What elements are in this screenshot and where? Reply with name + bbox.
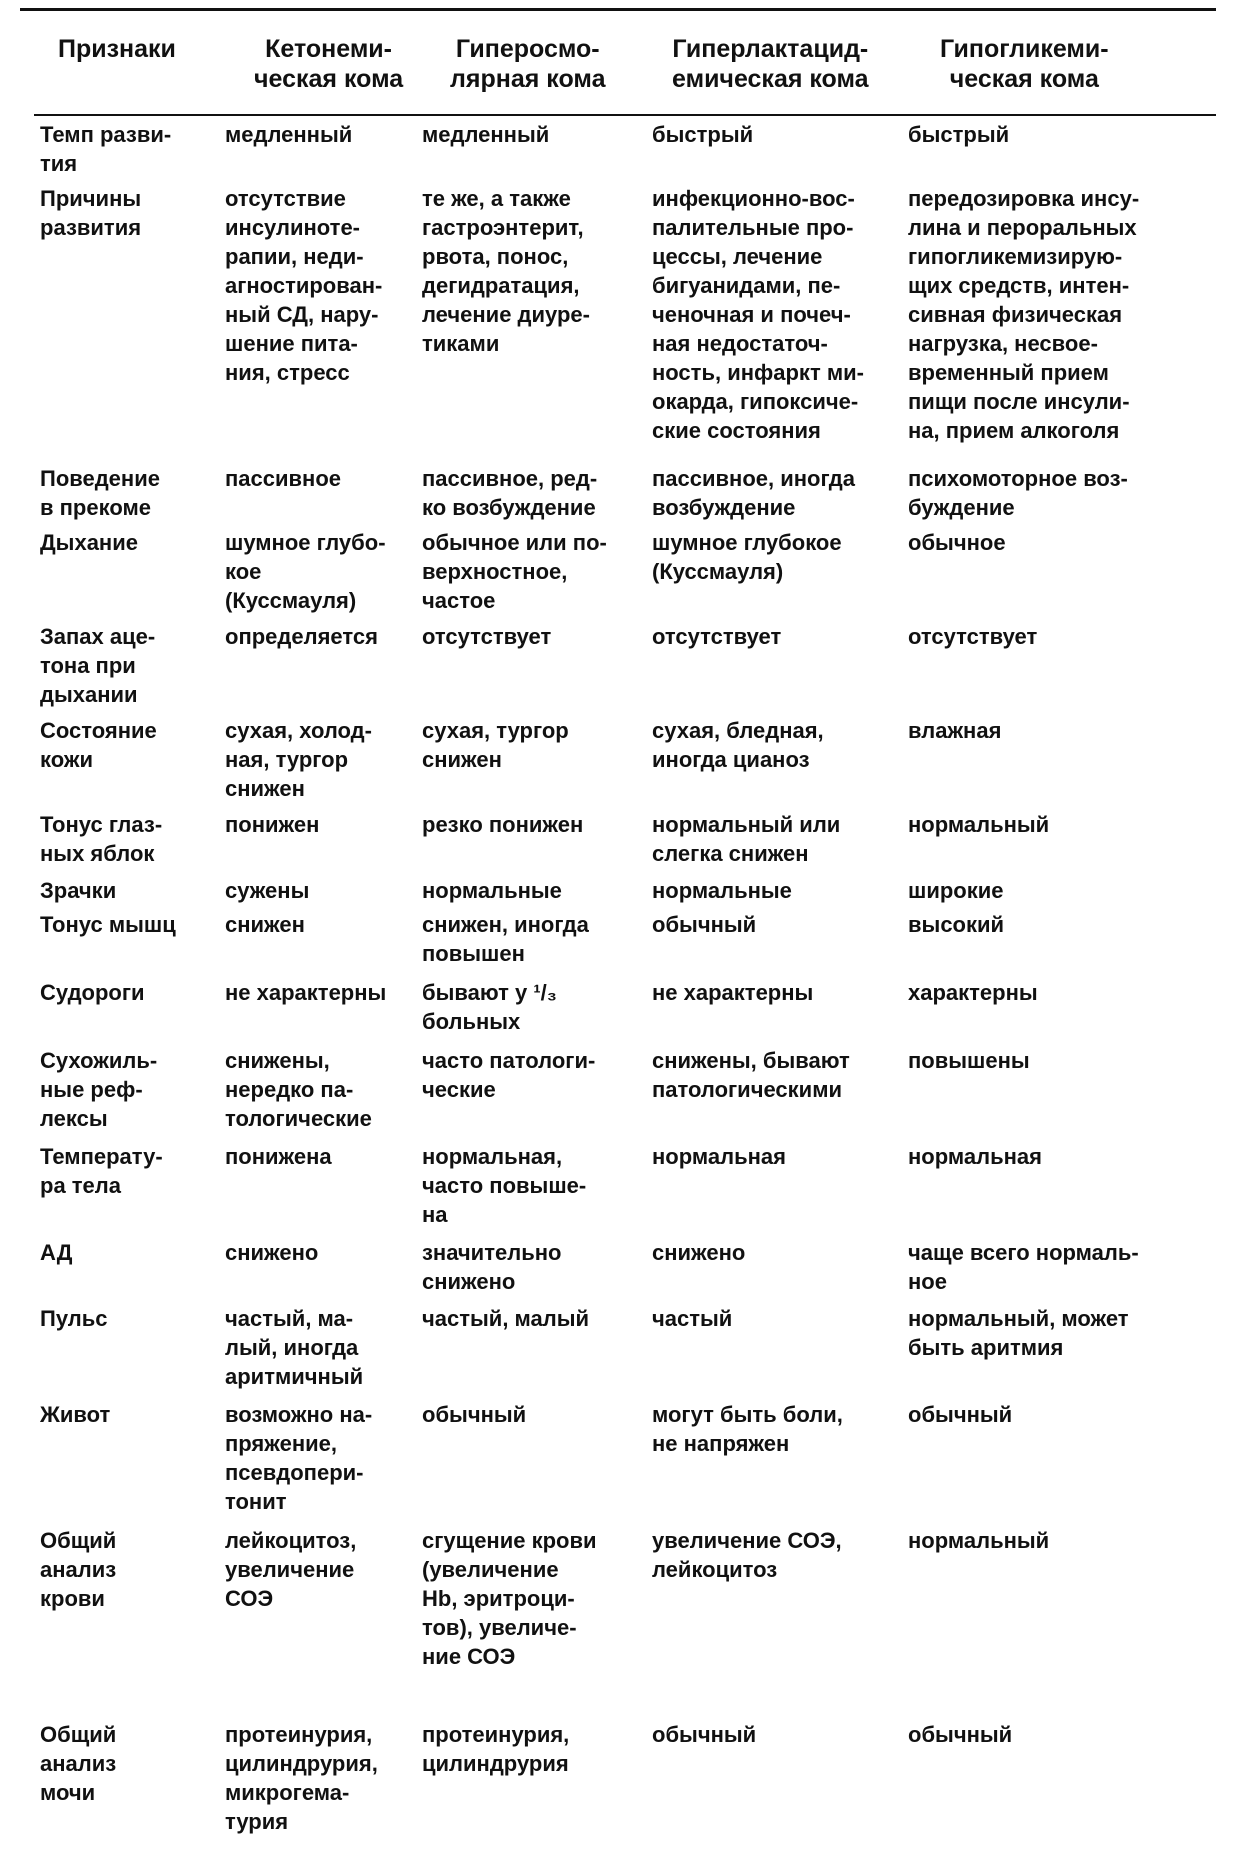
cell-ketonemic: лейкоцитоз, увеличение СОЭ (225, 1528, 357, 1611)
cell-hypoglycemic: обычный (908, 1402, 1013, 1427)
cell-hyperosmolar: нормальные (422, 878, 562, 903)
row-label: Тонус мышц (40, 912, 176, 937)
cell-ketonemic: снижен (225, 912, 305, 937)
cell-ketonemic: отсутствие инсулиноте- рапии, неди- агностирован- ный СД, нару- шение пита- ния, стресс (225, 186, 383, 385)
row-label: Запах аце- тона при дыхании (40, 624, 156, 707)
row-label: Температу- ра тела (40, 1144, 163, 1198)
cell-hyperosmolar: обычный (422, 1402, 527, 1427)
cell-hyperlactacidemic: увеличение СОЭ, лейкоцитоз (652, 1528, 842, 1582)
table-header-row (20, 20, 1216, 114)
row-label: Судороги (40, 980, 145, 1005)
cell-ketonemic: определяется (225, 624, 378, 649)
cell-hypoglycemic: обычное (908, 530, 1006, 555)
cell-hyperlactacidemic: нормальная (652, 1144, 786, 1169)
cell-ketonemic: снижены, нередко па- тологические (225, 1048, 372, 1131)
cell-ketonemic: медленный (225, 122, 353, 147)
cell-hyperlactacidemic: обычный (652, 912, 757, 937)
cell-hyperosmolar: пассивное, ред- ко возбуждение (422, 466, 598, 520)
cell-hypoglycemic: чаще всего нормаль- ное (908, 1240, 1139, 1294)
row-label: Причины развития (40, 186, 142, 240)
cell-ketonemic: понижена (225, 1144, 332, 1169)
cell-ketonemic: возможно на- пряжение, псевдопери- тонит (225, 1402, 373, 1514)
cell-ketonemic: сужены (225, 878, 310, 903)
row-label: Общий анализ крови (40, 1528, 117, 1611)
row-label: Живот (40, 1402, 111, 1427)
cell-ketonemic: шумное глубо- кое (Куссмауля) (225, 530, 386, 613)
row-label: Поведение в прекоме (40, 466, 160, 520)
cell-hyperosmolar: резко понижен (422, 812, 584, 837)
cell-hypoglycemic: нормальный, может быть аритмия (908, 1306, 1129, 1360)
cell-ketonemic: пассивное (225, 466, 342, 491)
cell-hyperosmolar: сухая, тургор снижен (422, 718, 569, 772)
cell-hypoglycemic: влажная (908, 718, 1002, 743)
cell-hyperlactacidemic: снижены, бывают патологическими (652, 1048, 850, 1102)
cell-hyperlactacidemic: быстрый (652, 122, 754, 147)
cell-hypoglycemic: обычный (908, 1722, 1013, 1747)
cell-hyperosmolar: те же, а также гастроэнтерит, рвота, понос, дегидратация, лечение диуре- тиками (422, 186, 590, 356)
cell-hyperlactacidemic: не характерны (652, 980, 814, 1005)
cell-hypoglycemic: нормальный (908, 1528, 1050, 1553)
cell-hypoglycemic: широкие (908, 878, 1004, 903)
cell-hypoglycemic: отсутствует (908, 624, 1038, 649)
table-top-rule (20, 8, 1216, 11)
cell-hyperosmolar: обычное или по- верхностное, частое (422, 530, 607, 613)
cell-hyperlactacidemic: инфекционно-вос- палительные про- цессы, лечение бигуанидами, пе- ченочная и почеч- ная недостаточ- ность, инфаркт ми- окарда, гипоксиче- ские состояния (652, 186, 864, 443)
header-cell-hyperlactacidemic: Гиперлактацид- емическая кома (672, 35, 869, 93)
cell-hypoglycemic: передозировка инсу- лина и пероральных гипогликемизирую- щих средств, интен- сивная физическая нагрузка, несвое- временный прием пищи после инсули- на, прием алкоголя (908, 186, 1140, 443)
cell-hyperlactacidemic: нормальный или слегка снижен (652, 812, 841, 866)
cell-hypoglycemic: характерны (908, 980, 1038, 1005)
cell-hyperlactacidemic: шумное глубокое (Куссмауля) (652, 530, 842, 584)
row-label: АД (40, 1240, 73, 1265)
row-label: Зрачки (40, 878, 117, 903)
cell-hyperlactacidemic: отсутствует (652, 624, 782, 649)
cell-hyperlactacidemic: частый (652, 1306, 733, 1331)
cell-hyperosmolar: сгущение крови (увеличение Hb, эритроци- тов), увеличе- ние СОЭ (422, 1528, 597, 1669)
cell-hyperosmolar: протеинурия, цилиндрурия (422, 1722, 570, 1776)
cell-hyperosmolar: значительно снижено (422, 1240, 562, 1294)
cell-hyperosmolar: отсутствует (422, 624, 552, 649)
header-cell-hypoglycemic: Гипогликеми- ческая кома (940, 35, 1109, 93)
cell-hypoglycemic: повышены (908, 1048, 1030, 1073)
cell-hypoglycemic: психомоторное воз- буждение (908, 466, 1128, 520)
cell-hyperlactacidemic: обычный (652, 1722, 757, 1747)
cell-ketonemic: частый, ма- лый, иногда аритмичный (225, 1306, 364, 1389)
header-cell-hyperosmolar: Гиперосмо- лярная кома (450, 35, 606, 93)
cell-hyperosmolar: бывают у ¹/₃ больных (422, 980, 557, 1034)
cell-hypoglycemic: быстрый (908, 122, 1010, 147)
cell-hypoglycemic: высокий (908, 912, 1005, 937)
table-header-rule (34, 114, 1216, 116)
row-label: Дыхание (40, 530, 138, 555)
cell-hyperosmolar: часто патологи- ческие (422, 1048, 596, 1102)
cell-hyperlactacidemic: пассивное, иногда возбуждение (652, 466, 856, 520)
cell-hyperlactacidemic: снижено (652, 1240, 746, 1265)
row-label: Сухожиль- ные реф- лексы (40, 1048, 158, 1131)
cell-ketonemic: не характерны (225, 980, 387, 1005)
cell-hyperlactacidemic: нормальные (652, 878, 792, 903)
header-cell-ketonemic: Кетонеми- ческая кома (254, 35, 404, 93)
cell-hypoglycemic: нормальная (908, 1144, 1042, 1169)
row-label: Пульс (40, 1306, 108, 1331)
cell-ketonemic: сухая, холод- ная, тургор снижен (225, 718, 372, 801)
cell-hyperlactacidemic: сухая, бледная, иногда цианоз (652, 718, 824, 772)
cell-hyperlactacidemic: могут быть боли, не напряжен (652, 1402, 843, 1456)
row-label: Темп разви- тия (40, 122, 172, 176)
cell-hyperosmolar: снижен, иногда повышен (422, 912, 589, 966)
cell-ketonemic: протеинурия, цилиндрурия, микрогема- турия (225, 1722, 378, 1834)
row-label: Тонус глаз- ных яблок (40, 812, 163, 866)
header-cell-signs: Признаки (58, 35, 176, 63)
row-label: Состояние кожи (40, 718, 157, 772)
cell-hyperosmolar: нормальная, часто повыше- на (422, 1144, 587, 1227)
cell-ketonemic: понижен (225, 812, 320, 837)
cell-hyperosmolar: медленный (422, 122, 550, 147)
cell-hypoglycemic: нормальный (908, 812, 1050, 837)
row-label: Общий анализ мочи (40, 1722, 117, 1805)
cell-ketonemic: снижено (225, 1240, 319, 1265)
cell-hyperosmolar: частый, малый (422, 1306, 590, 1331)
